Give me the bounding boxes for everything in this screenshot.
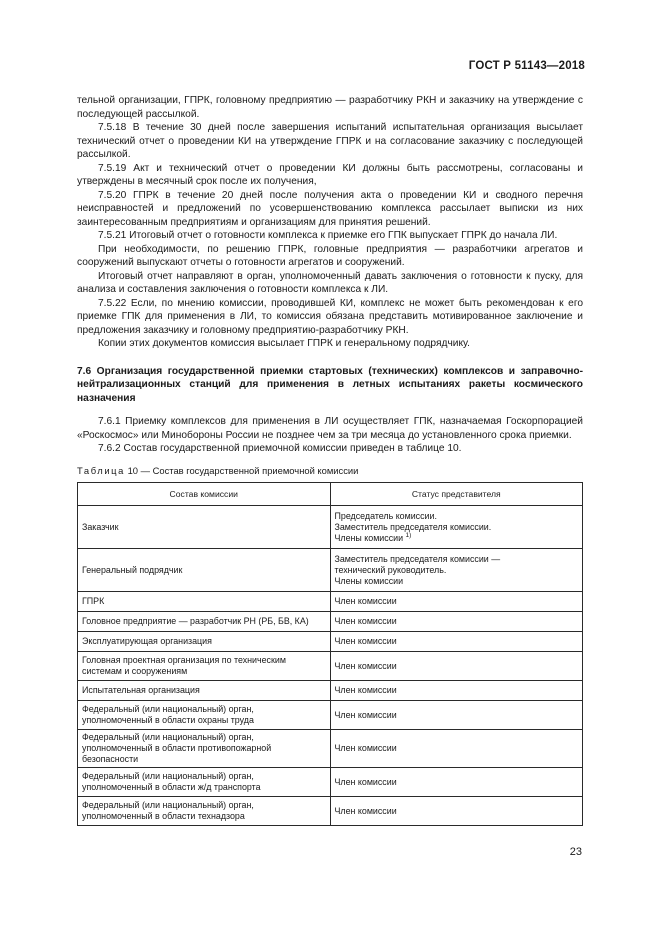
status-text: Члены комиссии [334, 532, 404, 543]
member-cell: Федеральный (или национальный) орган, уполномоченный в области противопожарной безопасности [78, 730, 331, 768]
status-line [335, 661, 579, 672]
status-text: Заместитель председателя комиссии — [334, 553, 501, 564]
status-text: Член комиссии [334, 776, 397, 787]
member-cell: Федеральный (или национальный) орган, уполномоченный в области охраны труда [78, 701, 331, 730]
footnote-marker: 1) [405, 531, 412, 539]
paragraph: 7.6.1 Приемку комплексов для применения в ЛИ осуществляет ГПК, назначаемая Госкорпорацией «Роскосмос» или Минобороны России не позднее чем за три месяца до установленного срока приемки. [77, 416, 583, 441]
status-line [335, 576, 579, 587]
status-text: Члены комиссии [334, 575, 404, 586]
member-cell: Головная проектная организация по техническим системам и сооружениям [78, 652, 331, 681]
status-text: Член комиссии [334, 709, 397, 720]
table-caption [77, 464, 583, 478]
table-row [78, 592, 583, 612]
status-text: Член комиссии [334, 660, 397, 671]
paragraph: тельной организации, ГПРК, головному предприятию — разработчику РКН и заказчику на утверждение с последующей рассылкой. [77, 95, 583, 120]
status-cell [330, 632, 583, 652]
paragraph: Копии этих документов комиссия высылает ГПРК и генеральному подрядчику. [98, 338, 470, 349]
column-header-status: Статус представителя [330, 483, 583, 506]
member-cell: Генеральный подрядчик [78, 549, 331, 592]
document-body [77, 94, 583, 826]
table-row [78, 797, 583, 826]
table-row [78, 768, 583, 797]
table-row [78, 701, 583, 730]
status-cell [330, 549, 583, 592]
status-text: Член комиссии [334, 805, 397, 816]
status-text: Член комиссии [334, 596, 397, 606]
status-line [335, 636, 579, 647]
status-cell [330, 681, 583, 701]
table-header-row [78, 483, 583, 506]
document-standard-header: ГОСТ Р 51143—2018 [468, 60, 585, 72]
table-caption-text: 10 — Состав государственной приемочной комиссии [124, 464, 359, 476]
status-cell [330, 768, 583, 797]
section-heading: 7.6 Организация государственной приемки стартовых (технических) комплексов и заправочно-нейтрализационных станций для применения в летных испытаниях ракеты космического назначения [77, 365, 583, 404]
status-line [335, 777, 579, 788]
paragraph: 7.5.22 Если, по мнению комиссии, проводившей КИ, комплекс не может быть рекомендован к его приемке ГПК для применения в ЛИ, то комиссия обязана представить мотивированное заключение и предложения заказчику и головному предприятию-разработчику РКН. [77, 297, 583, 336]
table-row [78, 652, 583, 681]
commission-table [77, 482, 583, 826]
status-cell [330, 730, 583, 768]
status-line [335, 616, 579, 627]
paragraph: Итоговый отчет направляют в орган, уполномоченный давать заключения о готовности к пуску, для анализа и составления заключения о готовности комплекса к ЛИ. [77, 270, 583, 295]
paragraph: 7.5.20 ГПРК в течение 20 дней после получения акта о проведении КИ и сводного перечня неисправностей и предложений по усовершенствованию комплекса рассылает выписки из них заинтересованным предприятиям и организациям для принятия решений. [77, 189, 583, 228]
status-text: Заместитель председателя комиссии. [334, 521, 492, 532]
status-cell [330, 797, 583, 826]
status-cell [330, 592, 583, 612]
status-line [335, 554, 579, 565]
status-line [335, 743, 579, 754]
status-line [335, 565, 579, 576]
table-row [78, 681, 583, 701]
table-row [78, 730, 583, 768]
member-cell: Головное предприятие — разработчик РН (РБ, БВ, КА) [78, 612, 331, 632]
member-cell: ГПРК [78, 592, 331, 612]
status-line [335, 685, 579, 696]
status-cell [330, 506, 583, 549]
table-row [78, 612, 583, 632]
status-line [335, 710, 579, 721]
status-cell [330, 701, 583, 730]
paragraph: 7.5.21 Итоговый отчет о готовности комплекса к приемке его ГПК выпускает ГПРК до начала ЛИ. [98, 230, 558, 241]
paragraph: 7.5.19 Акт и технический отчет о проведении КИ должны быть рассмотрены, согласованы и утверждены в месячный срок после их получения, [77, 162, 583, 187]
table-row [78, 549, 583, 592]
status-line [335, 806, 579, 817]
paragraph: 7.6.2 Состав государственной приемочной комиссии приведен в таблице 10. [98, 443, 462, 454]
status-line [335, 511, 579, 522]
member-cell: Федеральный (или национальный) орган, уполномоченный в области технадзора [78, 797, 331, 826]
status-line [335, 522, 579, 533]
member-cell: Заказчик [78, 506, 331, 549]
status-line [335, 533, 579, 544]
page-number: 23 [569, 846, 582, 858]
member-cell: Эксплуатирующая организация [78, 632, 331, 652]
paragraph: 7.5.18 В течение 30 дней после завершения испытаний испытательная организация высылает технический отчет о проведении КИ на утверждение ГПРК и на согласование заказчику с последующей рассылкой. [77, 122, 583, 160]
column-header-member: Состав комиссии [78, 483, 331, 506]
status-text: технический руководитель. [334, 564, 447, 575]
status-text: Член комиссии [334, 743, 397, 753]
status-cell [330, 612, 583, 632]
status-text: Член комиссии [334, 636, 397, 646]
status-text: Председатель комиссии. [334, 510, 437, 521]
member-cell: Испытательная организация [78, 681, 331, 701]
status-cell [330, 652, 583, 681]
table-caption-label: Таблица [77, 464, 125, 476]
status-text: Член комиссии [334, 685, 397, 695]
status-line [335, 596, 579, 607]
table-row [78, 506, 583, 549]
member-cell: Федеральный (или национальный) орган, уполномоченный в области ж/д транспорта [78, 768, 331, 797]
status-text: Член комиссии [334, 616, 397, 626]
paragraph: При необходимости, по решению ГПРК, головные предприятия — разработчики агрегатов и сооружений выпускают отчеты о готовности агрегатов и сооружений. [77, 243, 583, 268]
table-row [78, 632, 583, 652]
